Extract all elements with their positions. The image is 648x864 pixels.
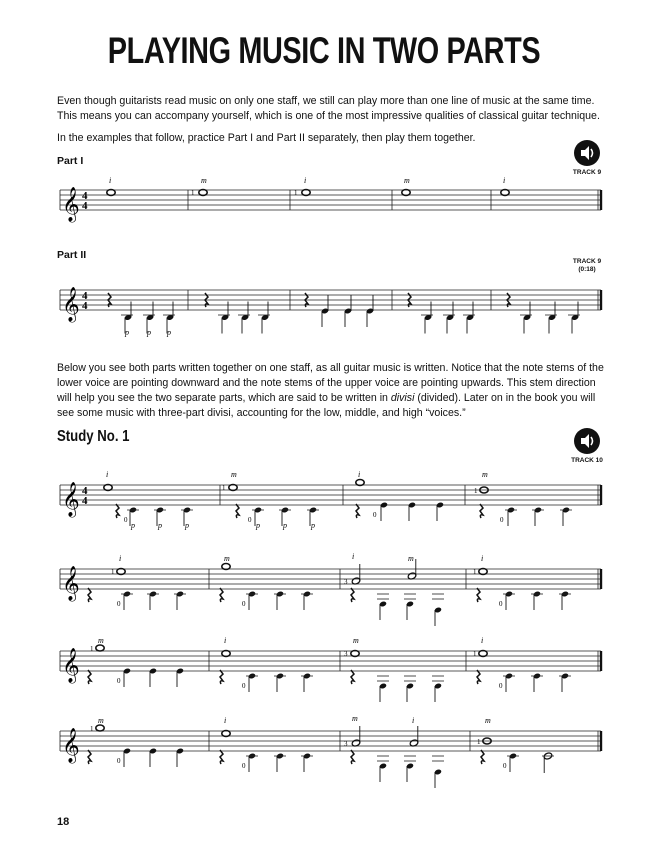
- fingering: p: [167, 328, 171, 337]
- string-mark: 0: [242, 682, 246, 690]
- fingering: i: [109, 176, 112, 185]
- quarter-rest: [220, 750, 223, 764]
- quarter-rest: [351, 670, 354, 684]
- track-label: TRACK 9: [572, 169, 602, 176]
- fingering: m: [404, 176, 410, 185]
- fingering: m: [485, 716, 491, 725]
- page-title: PLAYING MUSIC IN TWO PARTS: [107, 30, 541, 71]
- fingering: i: [106, 470, 109, 479]
- quarter-rest: [88, 588, 91, 602]
- track-time: (0:18): [578, 266, 596, 273]
- treble-clef: 𝄞: [62, 566, 80, 601]
- fingering: p: [158, 521, 162, 530]
- string-mark: 1: [294, 189, 298, 197]
- fingering: i: [352, 552, 355, 561]
- string-mark: 0: [117, 677, 121, 685]
- string-mark: 3: [344, 740, 348, 748]
- treble-clef: 𝄞: [62, 482, 80, 517]
- time-signature: 4: [82, 200, 88, 212]
- whole-note: [96, 725, 104, 731]
- string-mark: 0: [248, 516, 252, 524]
- fingering: m: [98, 716, 104, 725]
- string-mark: 3: [344, 650, 348, 658]
- string-mark: 0: [124, 516, 128, 524]
- fingering: m: [408, 554, 414, 563]
- fingering: p: [283, 521, 287, 530]
- time-signature: 4: [82, 190, 88, 202]
- quarter-rest: [116, 504, 119, 518]
- fingering: i: [481, 636, 484, 645]
- fingering: m: [352, 714, 358, 723]
- string-mark: 1: [191, 189, 195, 197]
- string-mark: 1: [477, 738, 481, 746]
- string-mark: 0: [242, 600, 246, 608]
- fingering: i: [304, 176, 307, 185]
- fingering: i: [481, 554, 484, 563]
- quarter-rest: [356, 504, 359, 518]
- quarter-rest: [88, 750, 91, 764]
- study-title: Study No. 1: [57, 428, 130, 445]
- string-mark: 1: [473, 568, 477, 576]
- quarter-rest: [477, 670, 480, 684]
- string-mark: 0: [503, 762, 507, 770]
- time-signature: 4: [82, 495, 88, 507]
- string-mark: 0: [373, 511, 377, 519]
- treble-clef: 𝄞: [62, 728, 80, 763]
- instruction-paragraph: In the examples that follow, practice Part I and Part II separately, then play them together.: [57, 132, 476, 144]
- string-mark: 1: [111, 568, 115, 576]
- fingering: p: [185, 521, 189, 530]
- string-mark: 1: [474, 487, 478, 495]
- quarter-rest: [481, 750, 484, 764]
- whole-note: [96, 645, 104, 651]
- string-mark: 0: [499, 600, 503, 608]
- fingering: m: [98, 636, 104, 645]
- fingering: m: [231, 470, 237, 479]
- quarter-rest: [236, 504, 239, 518]
- quarter-rest: [480, 504, 483, 518]
- string-mark: 1: [473, 650, 477, 658]
- time-signature: 4: [82, 485, 88, 497]
- string-mark: 1: [90, 725, 94, 733]
- string-mark: 3: [344, 578, 348, 586]
- string-mark: 0: [499, 682, 503, 690]
- time-signature: 4: [82, 290, 88, 302]
- fingering: i: [503, 176, 506, 185]
- quarter-rest: [477, 588, 480, 602]
- quarter-rest: [220, 588, 223, 602]
- fingering: i: [412, 716, 415, 725]
- explanation-text: Below you see both parts written together on one staff, as all guitar music is written. Notice that the note stems of the lower voice are pointing downward and the note stems of the upper voice are pointing upwards. This stem direction will help you see the two separate parts, which are said to be written in: [57, 362, 604, 404]
- page-number: 18: [57, 816, 70, 828]
- treble-clef: 𝄞: [62, 287, 80, 322]
- quarter-rest: [351, 750, 354, 764]
- time-signature: 4: [82, 300, 88, 312]
- fingering: p: [311, 521, 315, 530]
- track-label: TRACK 10: [571, 457, 603, 464]
- fingering: m: [201, 176, 207, 185]
- treble-clef: 𝄞: [62, 187, 80, 222]
- string-mark: 0: [500, 516, 504, 524]
- quarter-rest: [220, 670, 223, 684]
- fingering: i: [224, 636, 227, 645]
- fingering: p: [131, 521, 135, 530]
- fingering: i: [224, 716, 227, 725]
- track-label: TRACK 9: [572, 258, 602, 265]
- string-mark: 1: [90, 645, 94, 653]
- treble-clef: 𝄞: [62, 648, 80, 683]
- fingering: i: [119, 554, 122, 563]
- string-mark: 0: [117, 600, 121, 608]
- intro-paragraph: Even though guitarists read music on only one staff, we still can play more than one line of music at the same time. This means you can accompany yourself, which is one of the most impressive qualities of classical guitar technique.: [57, 95, 600, 122]
- fingering: i: [358, 470, 361, 479]
- part2-label: Part II: [57, 249, 87, 261]
- fingering: p: [256, 521, 260, 530]
- fingering: m: [224, 554, 230, 563]
- quarter-rest: [351, 588, 354, 602]
- fingering: m: [353, 636, 359, 645]
- divisi-term: divisi: [390, 392, 415, 404]
- explanation-text: (divided). Later on in the book you will see some music with three-part divisi, accounting for the low, middle, and high “voices.”: [57, 392, 596, 419]
- quarter-rest: [88, 670, 91, 684]
- part1-label: Part I: [57, 155, 84, 167]
- fingering: p: [147, 328, 151, 337]
- string-mark: 0: [242, 762, 246, 770]
- fingering: p: [125, 328, 129, 337]
- fingering: m: [482, 470, 488, 479]
- string-mark: 0: [117, 757, 121, 765]
- string-mark: 1: [222, 484, 226, 492]
